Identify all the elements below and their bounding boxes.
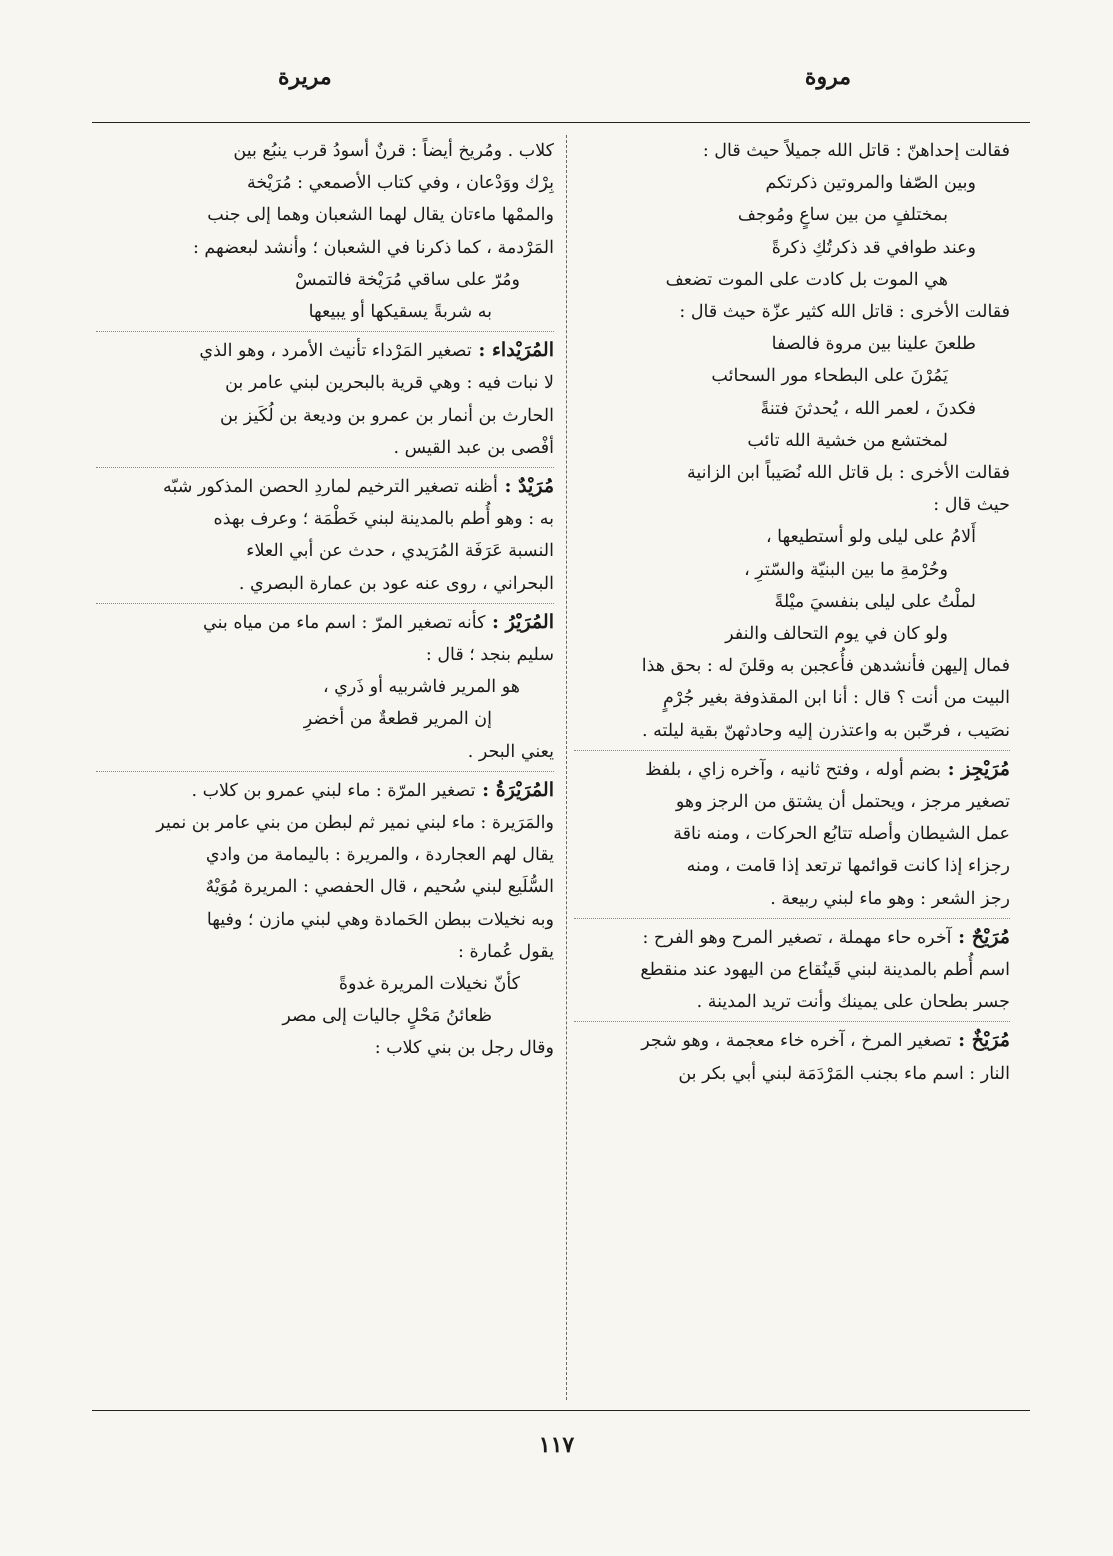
verse-line: كأنّ نخيلات المريرة غدوةً — [338, 974, 520, 995]
verse-line: ظعائنُ مَحْلٍ جاليات إلى مصر — [282, 1006, 492, 1027]
text-line: البحراني ، روى عنه عود بن عمارة البصري . — [238, 573, 554, 594]
verse-line: ومُرّ على ساقي مُرَيْخة فالتمسْ — [295, 269, 520, 290]
running-head-left: مريرة — [278, 64, 332, 90]
entry-separator — [96, 603, 554, 604]
entry-headword: مُرَيْجِز : — [941, 757, 1010, 780]
column-divider — [566, 135, 567, 1400]
right-column — [574, 135, 1010, 1400]
text-line — [574, 921, 1010, 954]
verse-line: طلعنَ علينا بين مروة فالصفا — [771, 334, 976, 355]
text-line: الحارث بن أنمار بن عمرو بن وديعة بن لُكَيز بن — [220, 405, 554, 426]
text-line — [96, 470, 554, 503]
text-line: عمل الشيطان وأصله تتابُع الحركات ، ومنه ناقة — [673, 824, 1010, 845]
text-line: فقالت الأخرى : بل قاتل الله نُصَيباً ابن الزانية — [686, 463, 1010, 484]
entry-text: تصغير المَرْداء تأنيث الأمرد ، وهو الذي — [199, 341, 472, 362]
text-line: السُّلَيع لبني سُحيم ، قال الحفصي : المريرة مُوَيْهٌ — [205, 877, 554, 898]
text-line — [574, 1024, 1010, 1057]
page-number: ١١٧ — [538, 1432, 575, 1458]
verse-line: يَمُرْنَ على البطحاء مور السحائب — [711, 366, 948, 387]
entry-headword: مُرَيْخٌ : — [951, 1029, 1010, 1052]
text-line: البيت من أنت ؟ قال : أنا ابن المقذوفة بغير جُرْمٍ — [662, 688, 1010, 709]
text-line: اسم أُطم بالمدينة لبني قَينُقاع من اليهود عند منقطع — [640, 960, 1010, 981]
text-line: تصغير مرجز ، ويحتمل أن يشتق من الرجز وهو — [675, 792, 1010, 813]
entry-headword: المُرَيْرُ : — [485, 610, 554, 633]
verse-line: هو المرير فاشربيه أو ذَري ، — [322, 677, 520, 698]
verse-line: به شربةً يسقيكها أو يبيعها — [308, 302, 492, 323]
entry-separator — [96, 331, 554, 332]
entry-text: كأنه تصغير المرّ : اسم ماء من مياه بني — [203, 612, 486, 633]
entry-text: آخره حاء مهملة ، تصغير المرح وهو الفرح : — [642, 927, 952, 948]
entry-headword: مُرَيْحٌ : — [951, 925, 1010, 948]
text-line: كلاب . ومُريخ أيضاً : قرنٌ أسودُ قرب ينبُع بين — [233, 141, 554, 161]
running-head-right: مروة — [804, 64, 851, 90]
text-line: يعني البحر . — [467, 741, 554, 762]
entry-headword: المُرَيْرَةُ : — [475, 778, 554, 801]
text-line: المَرْدمة ، كما ذكرنا في الشعبان ؛ وأنشد لبعضهم : — [192, 237, 554, 258]
text-line — [96, 606, 554, 639]
verse-line: بمختلفٍ من بين ساعٍ ومُوجف — [737, 205, 948, 226]
verse-line: وبين الصّفا والمروتين ذكرتكم — [765, 173, 976, 194]
text-line — [574, 753, 1010, 786]
entry-text: تصغير المرّة : ماء لبني عمرو بن كلاب . — [191, 780, 476, 801]
entry-separator — [96, 771, 554, 772]
left-column — [96, 135, 554, 1400]
text-line: رجز الشعر : وهو ماء لبني ربيعة . — [770, 888, 1010, 909]
text-line: فمال إليهن فأنشدهن فأُعجبن به وقلنَ له : بحق هذا — [641, 656, 1010, 677]
text-line: فقالت الأخرى : قاتل الله كثير عزّة حيث قال : — [679, 302, 1010, 323]
verse-line: لمختشع من خشية الله تائب — [747, 430, 948, 451]
entry-headword: مُرَيْدٌ : — [497, 475, 554, 498]
text-line: جسر بطحان على يمينك وأنت تريد المدينة . — [696, 992, 1010, 1013]
verse-line: هي الموت بل كادت على الموت تضعف — [665, 269, 948, 290]
text-line: حيث قال : — [933, 495, 1010, 516]
text-line — [96, 334, 554, 367]
entry-separator — [96, 467, 554, 468]
text-line: النار : اسم ماء بجنب المَرْدَمَة لبني أبي بكر بن — [678, 1063, 1010, 1084]
entry-text: تصغير المرخ ، آخره خاء معجمة ، وهو شجر — [641, 1031, 952, 1052]
text-line: رجزاء إذا كانت قوائمها ترتعد إذا قامت ، ومنه — [686, 856, 1010, 877]
entry-headword: المُرَيْداء : — [471, 339, 554, 362]
entry-text: أظنه تصغير الترخيم لماردِ الحصن المذكور شبّه — [163, 477, 498, 498]
text-line: فقالت إحداهنّ : قاتل الله جميلاً حيث قال : — [702, 141, 1010, 161]
text-line — [96, 774, 554, 807]
entry-text: بضم أوله ، وفتح ثانيه ، وآخره زاي ، بلفظ — [645, 759, 942, 780]
text-line: النسبة عَرَفَة المُرَيدي ، حدث عن أبي العلاء — [246, 541, 554, 562]
text-line: بِرْك ووَدْعان ، وفي كتاب الأصمعي : مُرَيْخة — [246, 173, 554, 194]
text-line: به : وهو أُطم بالمدينة لبني خَطْمَة ؛ وعرف بهذه — [213, 509, 554, 530]
entry-separator — [574, 1021, 1010, 1022]
text-line: وقال رجل بن بني كلاب : — [374, 1038, 554, 1059]
entry-separator — [574, 750, 1010, 751]
text-line: لا نبات فيه : وهي قرية بالبحرين لبني عامر بن — [225, 373, 554, 394]
verse-line: إن المرير قطعةٌ من أخضرِ — [303, 709, 492, 730]
header-rule — [92, 122, 1030, 123]
entry-separator — [574, 918, 1010, 919]
text-line: والمَرَيرة : ماء لبني نمير ثم لبطن من بني عامر بن نمير — [156, 813, 554, 834]
text-line: والممْها ماءتان يقال لهما الشعبان وهما إلى جنب — [207, 205, 554, 226]
text-line: يقول عُمارة : — [457, 941, 554, 962]
text-line: نصَيب ، فرحّبن به واعتذرن إليه وحادثهنّ بقية ليلته . — [642, 720, 1010, 741]
verse-line: ولو كان في يوم التحالف والنفر — [725, 624, 948, 645]
verse-line: وحُرْمةِ ما بين البنيّة والسّترِ ، — [744, 559, 948, 580]
text-line: أفْصى بن عبد القيس . — [393, 437, 554, 458]
verse-line: وعند طوافي قد ذكرتُكِ ذكرةً — [771, 237, 976, 258]
text-line: وبه نخيلات ببطن الحَمادة وهي لبني مازن ؛ وفيها — [206, 909, 554, 930]
text-line: سليم بنجد ؛ قال : — [425, 645, 554, 666]
verse-line: فكدنَ ، لعمر الله ، يُحدثنَ فتنةً — [760, 398, 976, 419]
verse-line: أَلامُ على ليلى ولو أستطيعها ، — [765, 527, 976, 548]
verse-line: لملْتُ على ليلى بنفسيَ ميْلةً — [774, 591, 976, 612]
footer-rule — [92, 1410, 1030, 1411]
text-line: يقال لهم العجاردة ، والمريرة : باليمامة من وادي — [205, 845, 554, 866]
